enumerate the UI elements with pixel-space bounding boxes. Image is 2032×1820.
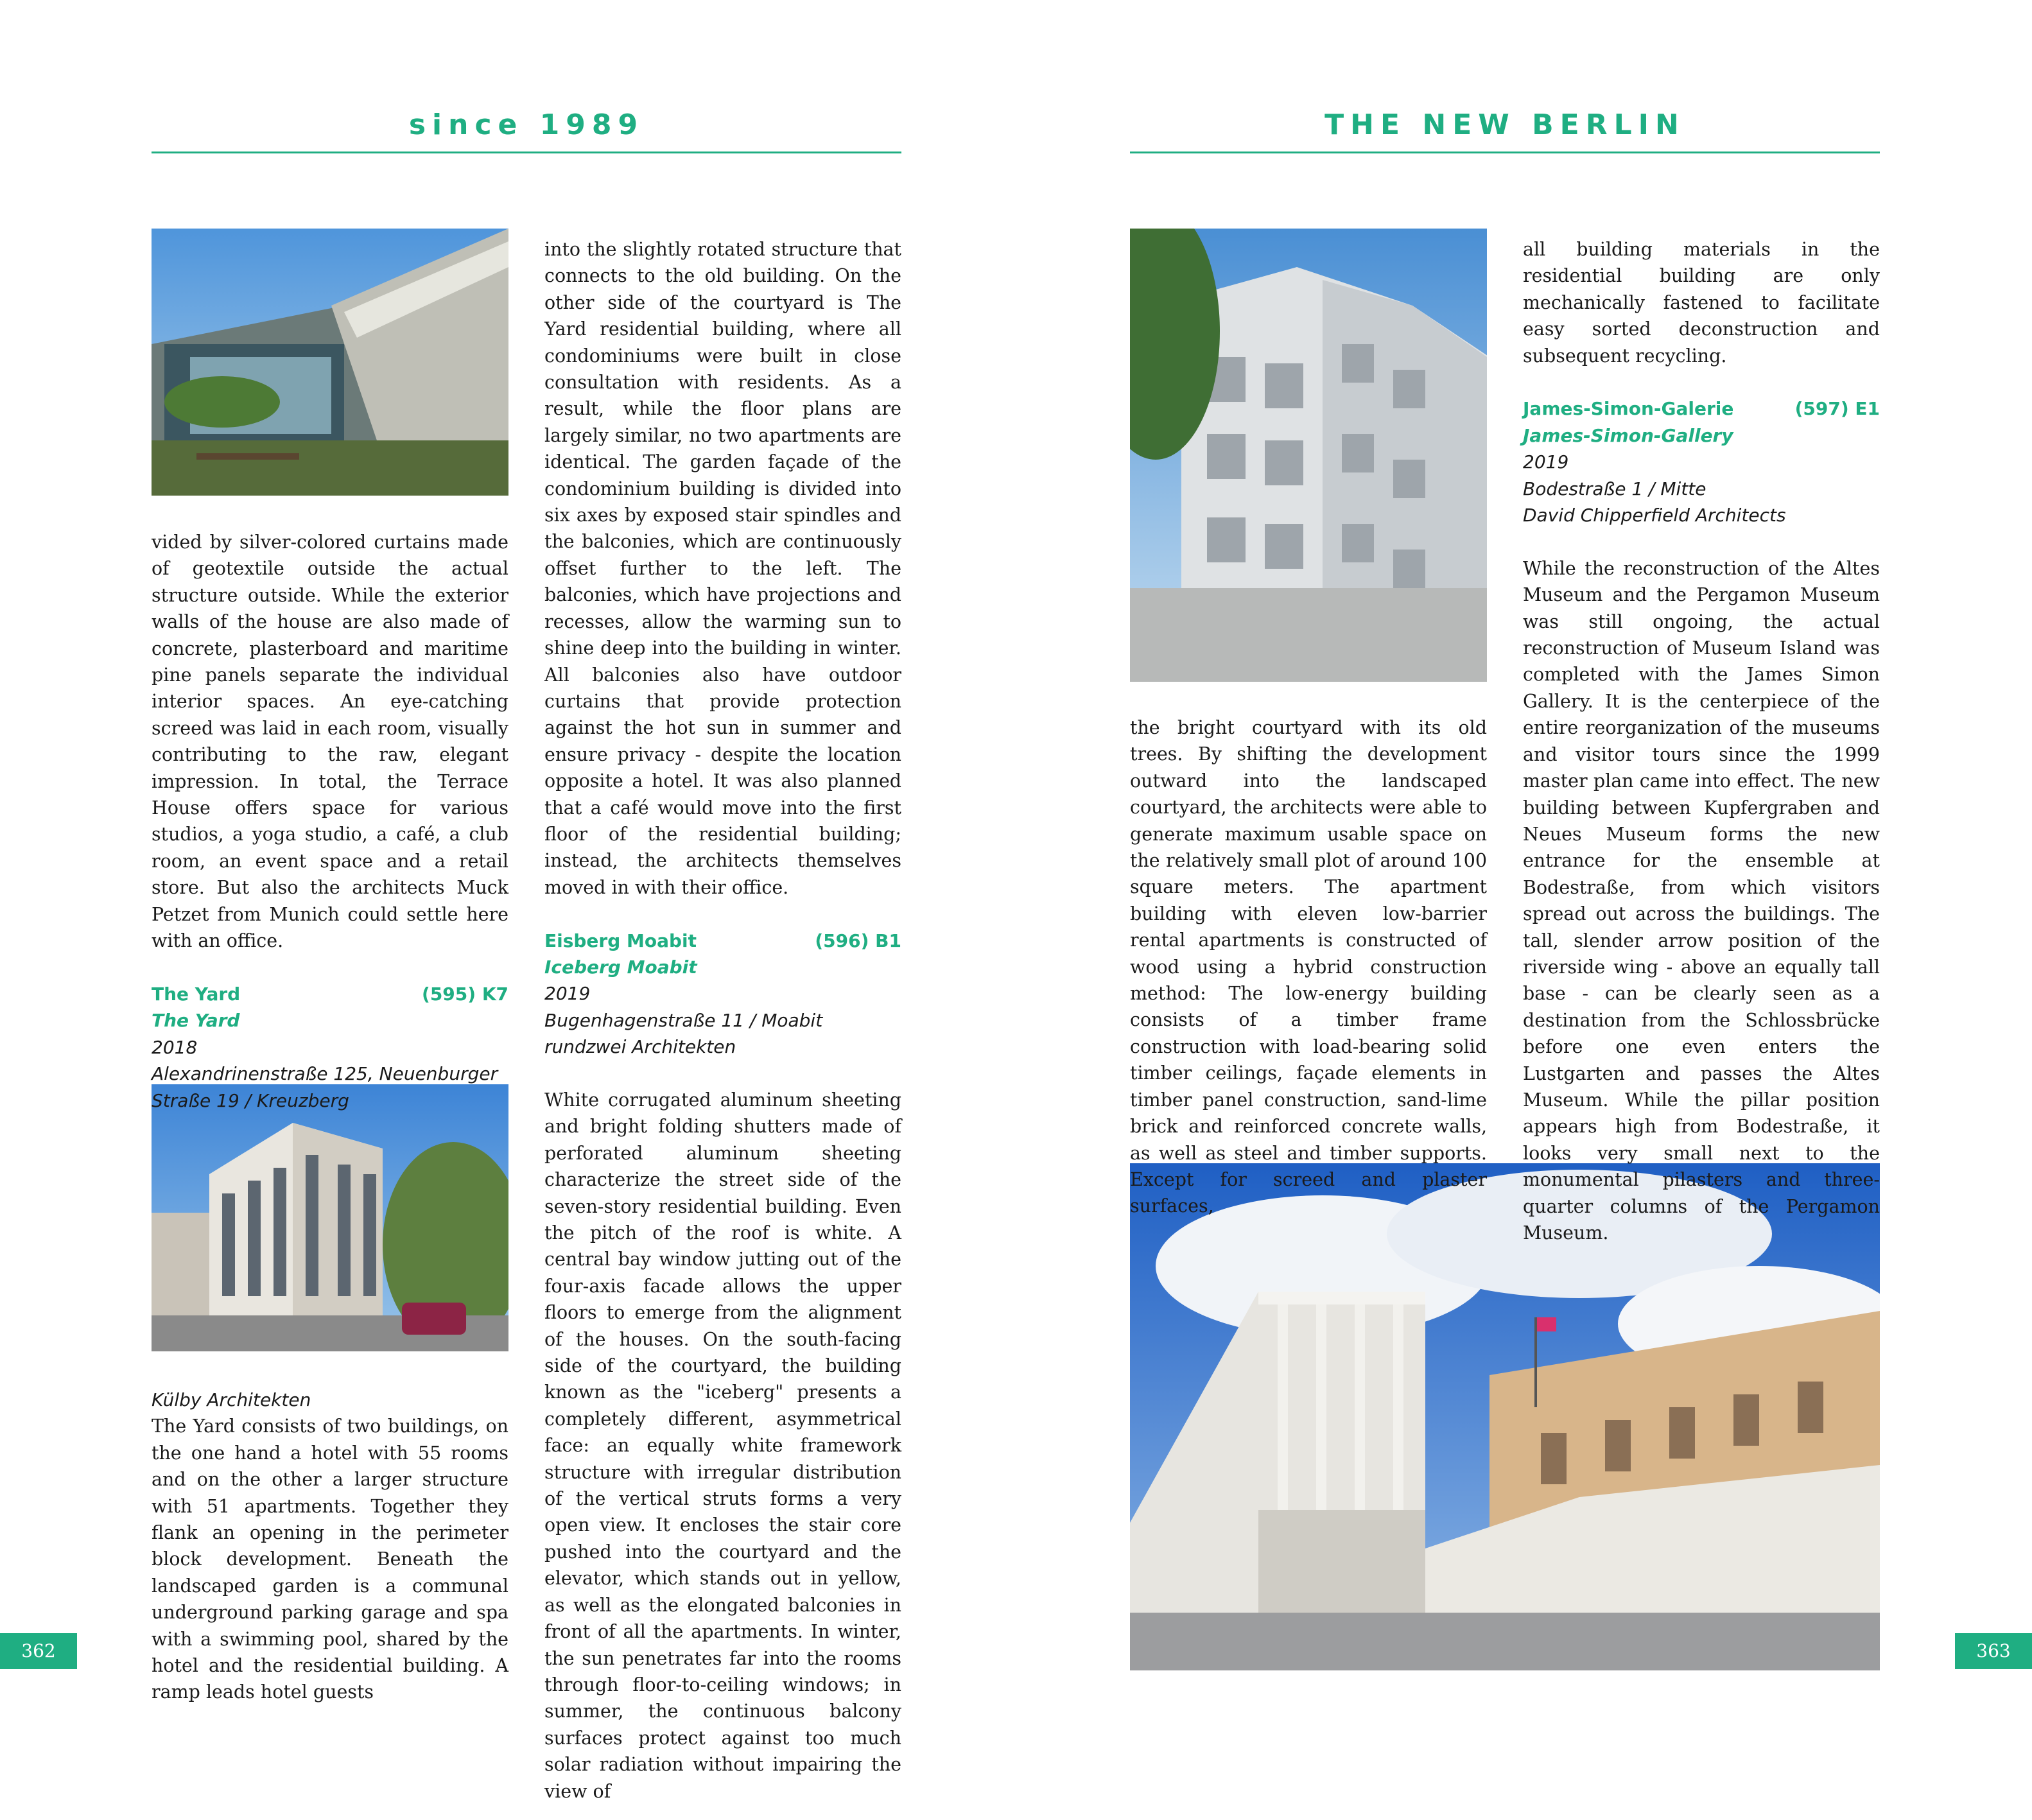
eisberg-title-row — [544, 928, 901, 954]
eisberg-code: (596) B1 — [815, 930, 901, 951]
right-running-header — [1130, 104, 1880, 153]
right-page-number: 363 — [1955, 1633, 2032, 1669]
column-4 — [1523, 236, 1880, 1246]
eisberg-recycling-text: all building materials in the residential building are only mechanically fastened to facilitate easy sorted deconstruction and subsequent recycling. — [1523, 239, 1880, 367]
eisberg-name: Eisberg Moabit — [544, 930, 697, 951]
the-yard-name: The Yard — [152, 983, 241, 1005]
james-simon-english: James-Simon-Gallery — [1523, 424, 1733, 446]
the-yard-photo — [152, 1084, 508, 1351]
eisberg-address: Bugenhagenstraße 11 / Moabit — [544, 1009, 823, 1031]
the-yard-text: The Yard consists of two buildings, on the one hand a hotel with 55 rooms and on the other a larger structure with 51 apartments. Together they flank an opening in the perimeter block development. Beneath the landscaped garden is a communal underground parking garage and spa with a swimming pool, shared by the hotel and the residential building. A ramp leads hotel guests — [152, 1416, 508, 1703]
left-running-header — [152, 104, 901, 153]
eisberg-architect: rundzwei Architekten — [544, 1036, 736, 1058]
column-2 — [544, 236, 901, 1805]
james-simon-text: While the reconstruction of the Altes Museum and the Pergamon Museum was still ongoing, the actual reconstruction of Museum Island was completed with the James Simon Gallery. It is the centerpiece of the entire reorganization of the museums and visitor tours since the 1999 master plan came into effect. The new building between Kupfergraben and Neues Museum forms the new entrance for the ensemble at Bodestraße, from which visitors spread out across the buildings. The tall, slender arrow position of the riverside wing - above an equally tall base - can be clearly seen as a destination from the Schlossbrücke before one even enters the Lustgarten and passes the Altes Museum. While the pillar position appears high from Bodestraße, it looks very small next to the monumental pilasters and three-quarter columns of the Pergamon Museum. — [1523, 557, 1880, 1244]
james-simon-architect: David Chipperfield Architects — [1523, 505, 1786, 526]
left-page-number: 362 — [0, 1633, 77, 1669]
eisberg-continued-text: the bright courtyard with its old trees. By shifting the development outward into the landscaped courtyard, the architects were able to generate maximum usable space on the relatively small plot of around 100 square meters. The apartment building with eleven low-barrier rental apartments is constructed of wood using a hybrid construction method: The low-energy building consists of a timber frame construction with load-bearing solid timber ceilings, façade elements in timber panel construction, sand-lime brick and reinforced concrete walls, as well as steel and timber supports. Except for screed and plaster surfaces, — [1130, 717, 1487, 1217]
column-1-top — [152, 529, 508, 1114]
the-yard-architect: Külby Architekten — [152, 1389, 311, 1410]
eisberg-english: Iceberg Moabit — [544, 956, 697, 978]
the-yard-english: The Yard — [152, 1010, 240, 1032]
left-header-text: since 1989 — [408, 108, 645, 141]
james-simon-code: (597) E1 — [1794, 398, 1880, 420]
james-simon-entry — [1523, 395, 1880, 528]
the-yard-title-row — [152, 981, 508, 1007]
james-simon-name: James-Simon-Galerie — [1523, 398, 1734, 420]
column-3 — [1130, 715, 1487, 1220]
right-header-text: THE NEW BERLIN — [1324, 108, 1685, 141]
eisberg-year: 2019 — [544, 983, 591, 1005]
the-yard-entry — [152, 981, 508, 1114]
eisberg-text: White corrugated aluminum sheeting and bright folding shutters made of perforated aluminum sheeting characterize the street side of the seven-story residential building. Even the pitch of the roof is white. A central bay window jutting out of the four-axis facade allows the upper floors to emerge from the alignment of the houses. On the south-facing side of the courtyard, the building known as the "iceberg" presents a completely different, asymmetrical face: an equally white framework structure with irregular distribution of the vertical struts forms a very open view. It encloses the stair core pushed into the courtyard and the elevator, which stands out in yellow, as well as the elongated balconies in front of all the apartments. In winter, the sun penetrates far into the rooms through floor-to-ceiling windows; in summer, the continuous balcony surfaces protect against too much solar radiation without impairing the view of — [544, 1089, 901, 1802]
terrace-house-text: vided by silver-colored curtains made of geotextile outside the actual structure outside. While the exterior walls of the house are also made of concrete, plasterboard and maritime pine panels separate the individual interior spaces. An eye-catching screed was laid in each room, visually contributing to the raw, elegant impression. In total, the Terrace House offers space for various studios, a yoga studio, a café, a club room, an event space and a retail store. But also the architects Muck Petzet from Munich could settle here with an office. — [152, 532, 508, 952]
james-simon-address: Bodestraße 1 / Mitte — [1523, 478, 1706, 499]
the-yard-address: Alexandrinenstraße 125, Neuenburger Straße 19 / Kreuzberg — [152, 1063, 498, 1111]
iceberg-moabit-photo — [1130, 229, 1487, 682]
column-1-bottom — [152, 1387, 508, 1706]
terrace-house-photo — [152, 229, 508, 496]
the-yard-code: (595) K7 — [422, 983, 508, 1005]
eisberg-moabit-entry — [544, 928, 901, 1061]
james-simon-year: 2019 — [1523, 451, 1569, 473]
the-yard-year: 2018 — [152, 1036, 198, 1058]
the-yard-continued-text: into the slightly rotated structure that connects to the old building. On the other side of the courtyard is The Yard residential building, where all condominiums were built in close consultation with residents. As a result, while the floor plans are largely similar, no two apartments are identical. The garden façade of the condominium building is divided into six axes by exposed stair spindles and the balconies, which are continuously offset further to the left. The balconies, which have projections and recesses, allow the warming sun to shine deep into the building in winter. All balconies also have outdoor curtains that provide protection against the hot sun in summer and ensure privacy - despite the location opposite a hotel. It was also planned that a café would move into the first floor of the residential building; instead, the architects themselves moved in with their office. — [544, 239, 901, 898]
james-simon-title-row — [1523, 395, 1880, 422]
